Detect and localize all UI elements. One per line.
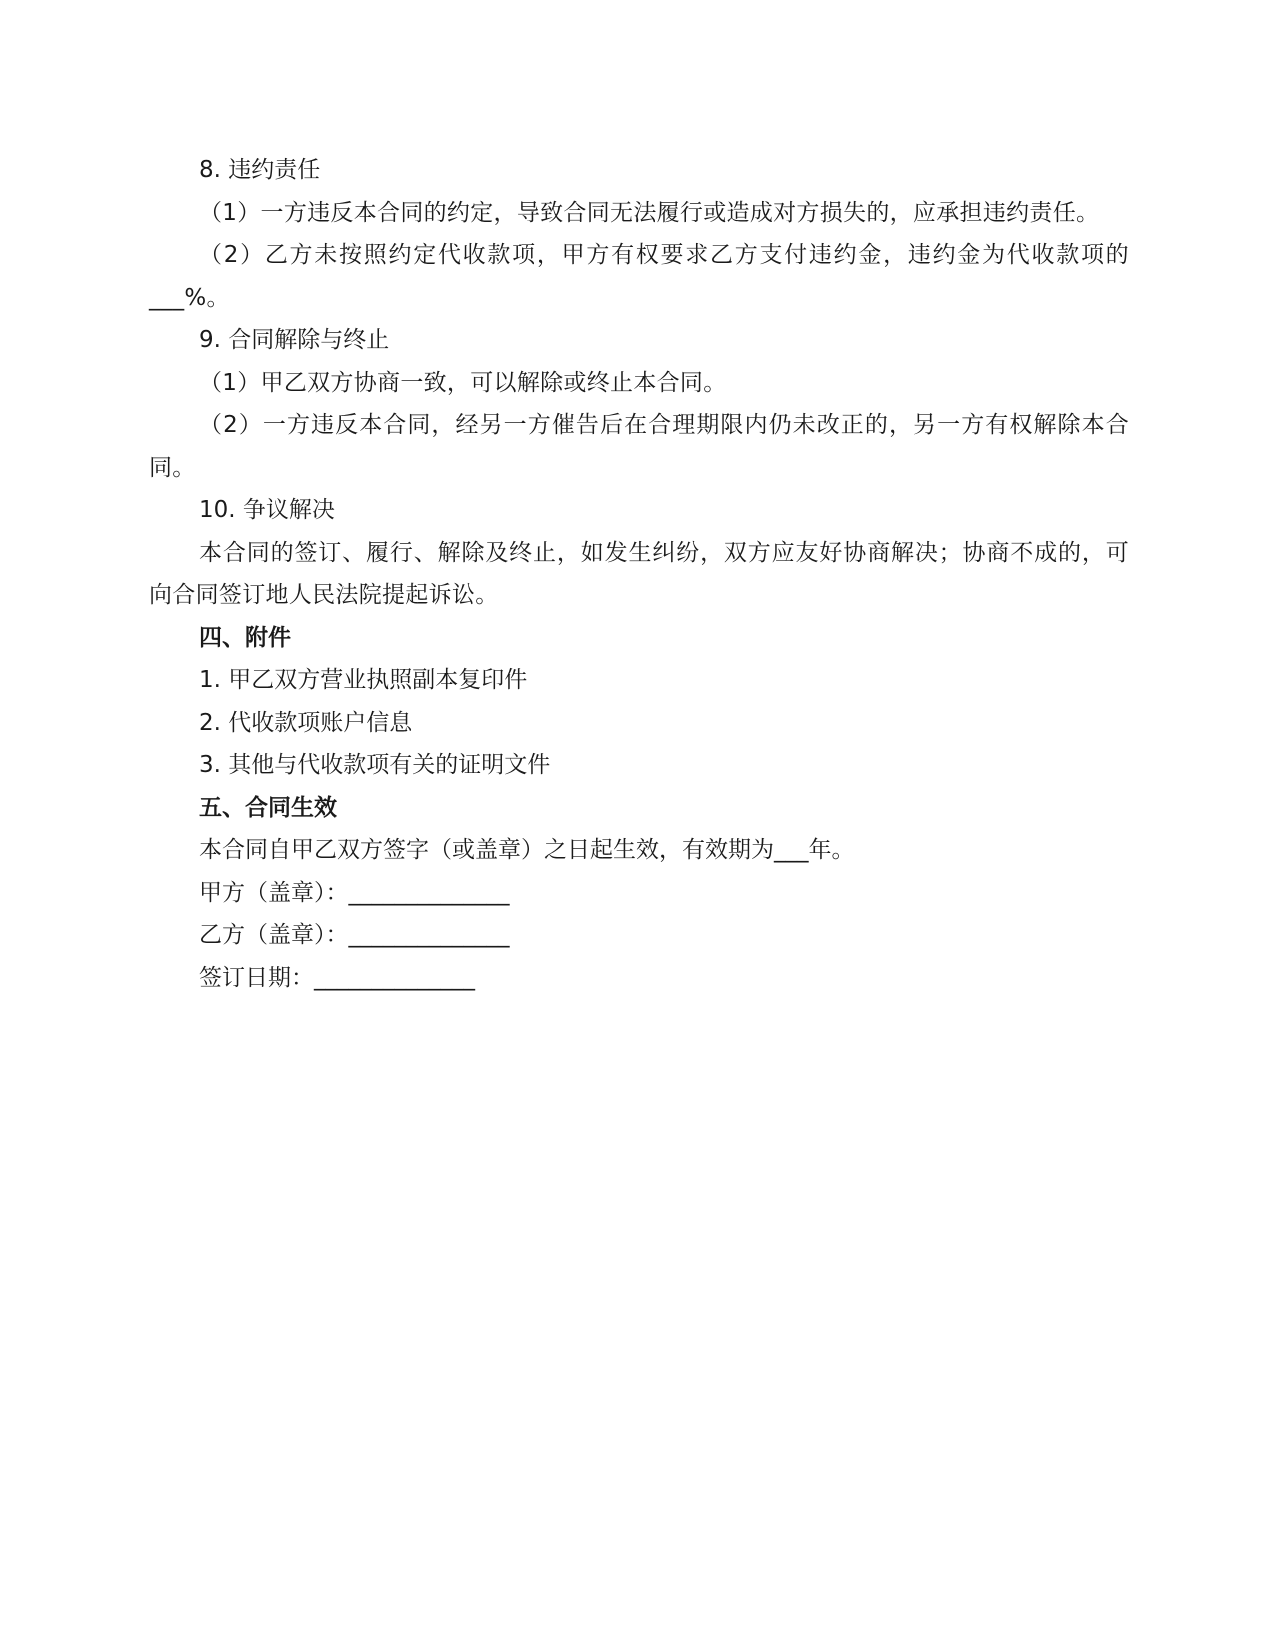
section-8-title: 8. 违约责任 — [199, 157, 321, 183]
section-10-title: 10. 争议解决 — [199, 497, 335, 523]
effective-text: 本合同自甲乙双方签字（或盖章）之日起生效，有效期为___年。 — [199, 837, 855, 863]
section-9-title: 9. 合同解除与终止 — [199, 327, 390, 353]
party-b-signature: 乙方（盖章）：______________ — [199, 922, 510, 948]
party-a-signature: 甲方（盖章）：______________ — [199, 879, 510, 906]
sign-date: 签订日期：______________ — [199, 964, 475, 991]
section-9-clause-1: （1）甲乙双方协商一致，可以解除或终止本合同。 — [199, 369, 727, 396]
effective-heading: 五、合同生效 — [199, 794, 337, 821]
attachments-heading: 四、附件 — [199, 624, 291, 651]
section-10-text: 本合同的签订、履行、解除及终止，如发生纠纷，双方应友好协商解决；协商不成的，可向合同签订地人民法院提起诉讼。 — [149, 539, 1129, 608]
document-body — [149, 149, 1129, 999]
section-9-clause-2: （2）一方违反本合同，经另一方催告后在合理期限内仍未改正的，另一方有权解除本合同。 — [149, 412, 1129, 481]
attachment-item: 2. 代收款项账户信息 — [199, 709, 413, 736]
section-8-clause-1: （1）一方违反本合同的约定，导致合同无法履行或造成对方损失的，应承担违约责任。 — [199, 199, 1100, 226]
attachment-item: 1. 甲乙双方营业执照副本复印件 — [199, 667, 528, 693]
section-8-clause-2: （2）乙方未按照约定代收款项，甲方有权要求乙方支付违约金，违约金为代收款项的___%。 — [149, 242, 1129, 311]
attachment-item: 3. 其他与代收款项有关的证明文件 — [199, 752, 551, 778]
